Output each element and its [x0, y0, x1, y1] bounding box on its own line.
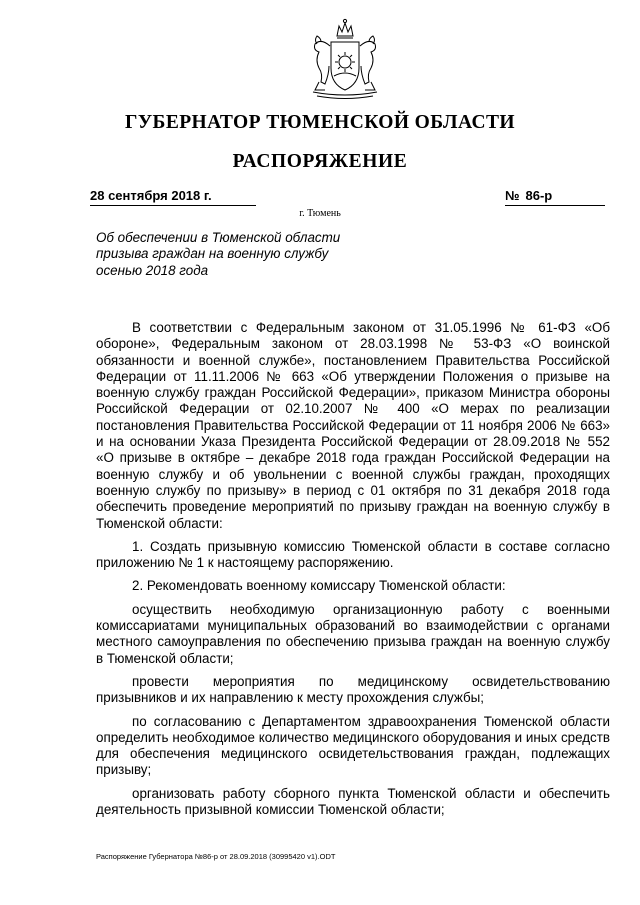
body-paragraph: по согласованию с Департаментом здравоохранения Тюменской области определить необходимое количество медицинского оборудования и иных средств для обеспечения медицинского освидетельствования граждан, подлежащих призыву;: [96, 713, 610, 778]
document-date: 28 сентября 2018 г.: [90, 188, 256, 206]
document-body: [96, 320, 610, 825]
body-paragraph: 2. Рекомендовать военному комиссару Тюменской области:: [132, 578, 506, 594]
number-sign: №: [505, 188, 520, 203]
body-paragraph: В соответствии с Федеральным законом от 31.05.1996 № 61-ФЗ «Об обороне», Федеральным законом от 28.03.1998 № 53-ФЗ «О воинской обязанности и военной службе», постановлением Правительства Российской Федерации от 11.11.2006 № 663 «Об утверждении Положения о призыве на военную службу граждан Российской Федерации», приказом Министра обороны Российской Федерации от 02.10.2007 № 400 «О мерах по реализации постановления Правительства Российской Федерации от 11 ноября 2006 № 663» и на основании Указа Президента Российской Федерации от 28.09.2018 № 552 «О призыве в октябре – декабре 2018 года граждан Российской Федерации на военную службу и об увольнении с военной службы граждан, проходящих военную службу по призыву» в период с 01 октября по 31 декабря 2018 года обеспечить проведение мероприятий по призыву граждан на военную службу в Тюменской области:: [96, 320, 610, 531]
document-number: [505, 188, 605, 206]
body-paragraph: осуществить необходимую организационную работу с военными комиссариатами муниципальных образований во взаимодействии с органами местного самоуправления по обеспечению призыва граждан на военную службу в Тюменской области;: [96, 601, 610, 666]
coat-of-arms-icon: [303, 16, 387, 102]
issuer-title: ГУБЕРНАТОР ТЮМЕНСКОЙ ОБЛАСТИ: [125, 112, 515, 133]
document-city: г. Тюмень: [299, 208, 341, 219]
number-value: 86-р: [525, 188, 553, 203]
body-paragraph: 1. Создать призывную комиссию Тюменской области в составе согласно приложению № 1 к настоящему распоряжению.: [96, 538, 610, 571]
body-paragraph: провести мероприятия по медицинскому освидетельствованию призывников и их направлению к месту прохождения службы;: [96, 673, 610, 706]
document-subject: Об обеспечении в Тюменской области призыва граждан на военную службу осенью 2018 года: [96, 230, 341, 278]
document-footer: Распоряжение Губернатора №86-р от 28.09.2018 (30995420 v1).ODT: [96, 852, 336, 861]
body-paragraph: организовать работу сборного пункта Тюменской области и обеспечить деятельность призывной комиссии Тюменской области;: [96, 785, 610, 818]
document-type-heading: РАСПОРЯЖЕНИЕ: [232, 151, 408, 172]
